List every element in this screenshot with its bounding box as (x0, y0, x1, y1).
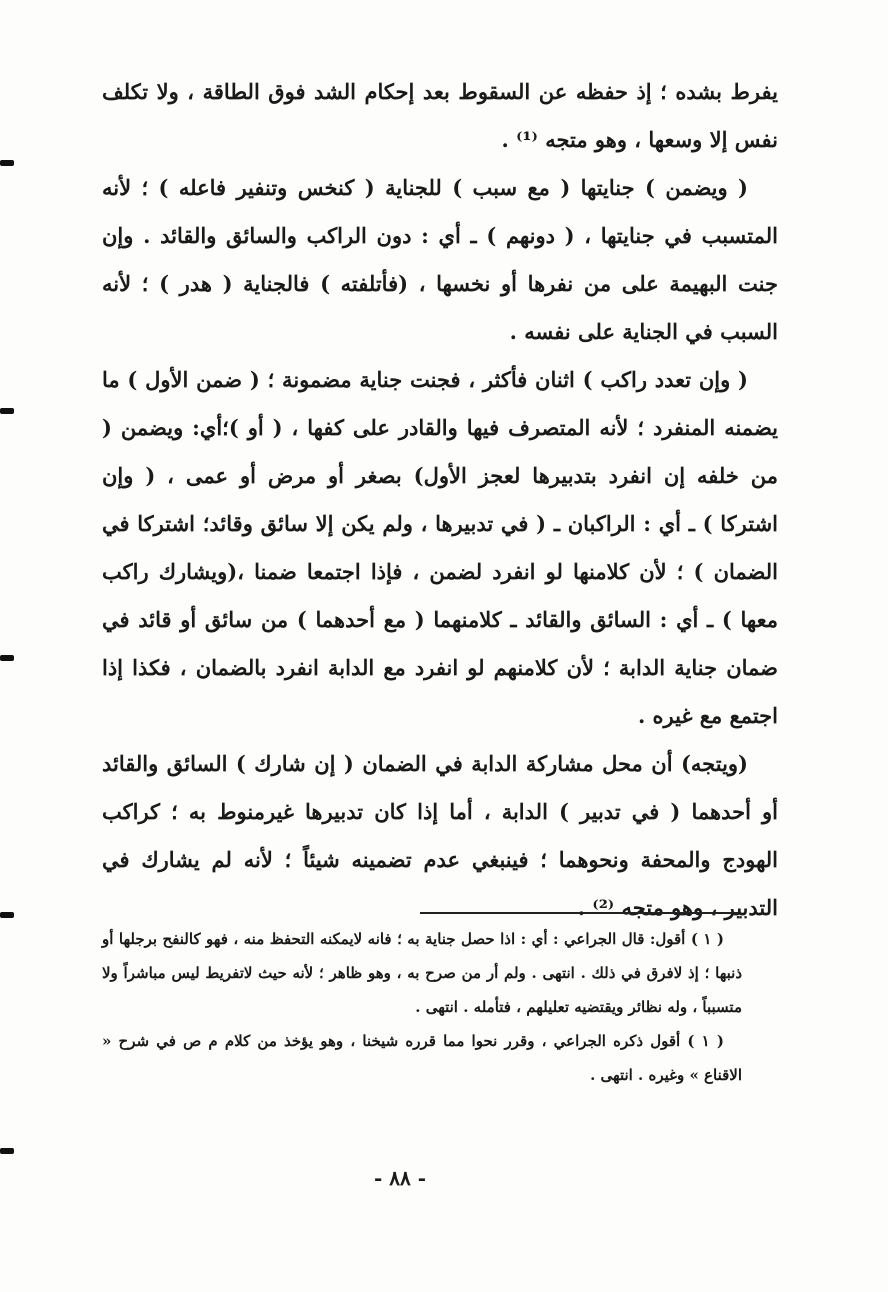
footnote: ( ١ ) أقول: قال الجراعي : أي : اذا حصل جناية به ؛ فانه لايمكنه التحفظ منه ، فهو كالنفح برجلها أو ذنبها ؛ إذ لافرق في ذلك . انتهى . ولم أر من صرح به ، وهو ظاهر ؛ لأنه حيث لاتفريط ليس مباشراً ولا متسبباً ، وله نظائر ويقتضيه تعليلهم ، فتأمله . انتهى . (102, 930, 742, 1016)
footnote: ( ١ ) أقول ذكره الجراعي ، وقرر نحوا مما قرره شيخنا ، وهو يؤخذ من كلام م ص في شرح « الاقناع » وغيره . انتهى . (102, 1032, 742, 1084)
paragraph: ( وإن تعدد راكب ) اثنان فأكثر ، فجنت جناية مضمونة ؛ ( ضمن الأول ) ما يضمنه المنفرد ؛ لأنه المتصرف فيها والقادر على كفها ، ( أو )؛أي: ويضمن ( من خلفه إن انفرد بتدبيرها لعجز الأول) بصغر أو مرض أو عمى ، ( وإن اشتركا ) ـ أي : الراكبان ـ ( في تدبيرها ، ولم يكن إلا سائق وقائد؛ اشتركا في الضمان ) ؛ لأن كلامنها لو انفرد لضمن ، فإذا اجتمعا ضمنا ،(ويشارك راكب معها ) ـ أي : السائق والقائد ـ كلامنهما ( مع أحدهما ) من سائق أو قائد في ضمان جناية الدابة ؛ لأن كلامنهم لو انفرد مع الدابة انفرد بالضمان ، فكذا إذا اجتمع مع غيره . (102, 367, 778, 728)
main-text (102, 68, 778, 932)
page-number: - ٨٨ - (373, 1166, 426, 1190)
scan-margin-mark (0, 912, 14, 918)
footnotes (102, 922, 742, 1092)
scan-margin-mark (0, 160, 14, 166)
footnote-separator (420, 912, 738, 914)
paragraph: (ويتجه) أن محل مشاركة الدابة في الضمان ( إن شارك ) السائق والقائد أو أحدهما ( في تدبير ) الدابة ، أما إذا كان تدبيرها غيرمنوط به ؛ كراكب الهودج والمحفة ونحوهما ؛ فينبغي عدم تضمينه شيئاً ؛ لأنه لم يشارك في التدبير ، وهو متجه ⁽²⁾ . (102, 751, 778, 920)
scan-margin-mark (0, 655, 14, 661)
scan-margin-mark (0, 1148, 14, 1154)
paragraph: يفرط بشده ؛ إذ حفظه عن السقوط بعد إحكام الشد فوق الطاقة ، ولا تكلف نفس إلا وسعها ، وهو متجه ⁽¹⁾ . (102, 79, 778, 152)
scan-margin-mark (0, 408, 14, 414)
paragraph: ( ويضمن ) جنايتها ( مع سبب ) للجناية ( كنخس وتنفير فاعله ) ؛ لأنه المتسبب في جنايتها ، ( دونهم ) ـ أي : دون الراكب والسائق والقائد . وإن جنت البهيمة على من نفرها أو نخسها ، (فأتلفته ) فالجناية ( هدر ) ؛ لأنه السبب في الجناية على نفسه . (102, 175, 778, 344)
